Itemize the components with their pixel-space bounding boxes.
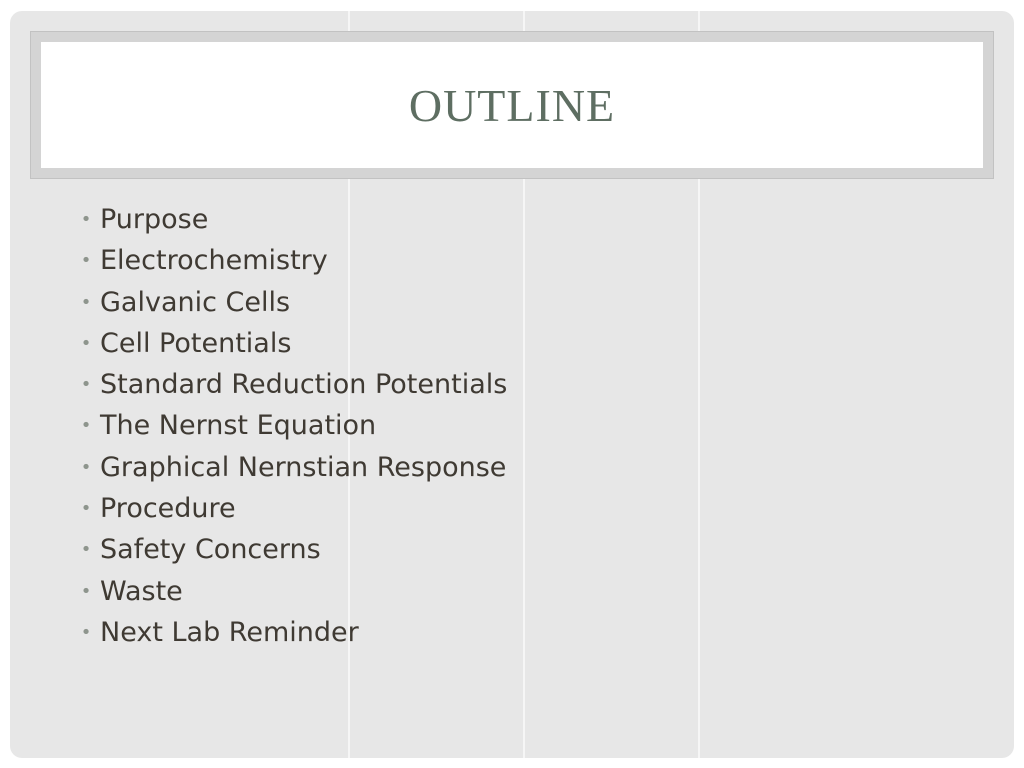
bullet-text: Procedure [100, 493, 236, 525]
list-item [72, 612, 507, 653]
list-item [72, 405, 507, 446]
bullet-list [72, 199, 507, 653]
bullet-icon: • [80, 456, 92, 478]
bullet-icon: • [80, 209, 92, 230]
bullet-text: Standard Reduction Potentials [100, 369, 508, 401]
bullet-icon: • [80, 374, 92, 396]
title-frame [30, 31, 994, 179]
list-item [72, 488, 507, 529]
bullet-icon: • [80, 291, 92, 313]
list-item [72, 282, 507, 323]
bullet-text: Galvanic Cells [100, 286, 291, 318]
bullet-icon: • [80, 539, 92, 561]
bullet-icon: • [80, 332, 92, 354]
slide-title: OUTLINE [408, 79, 616, 131]
bullet-icon: • [80, 580, 92, 602]
list-item [72, 447, 507, 488]
bullet-icon: • [80, 621, 92, 643]
list-item [72, 199, 507, 240]
bullet-icon: • [80, 498, 92, 520]
bullet-text: The Nernst Equation [100, 410, 377, 442]
slide [10, 11, 1014, 758]
bullet-text: Purpose [100, 204, 209, 235]
bullet-text: Graphical Nernstian Response [100, 451, 507, 483]
bullet-icon: • [80, 250, 92, 272]
bullet-text: Electrochemistry [100, 245, 328, 277]
list-item [72, 529, 507, 570]
bullet-text: Waste [100, 575, 183, 607]
title-box [41, 42, 983, 168]
list-item [72, 323, 507, 364]
bullet-text: Next Lab Reminder [100, 616, 359, 648]
list-item [72, 571, 507, 612]
list-item [72, 240, 507, 281]
bullet-text: Cell Potentials [100, 327, 292, 359]
bullet-icon: • [80, 415, 92, 437]
list-item [72, 364, 507, 405]
bullet-text: Safety Concerns [100, 534, 321, 566]
